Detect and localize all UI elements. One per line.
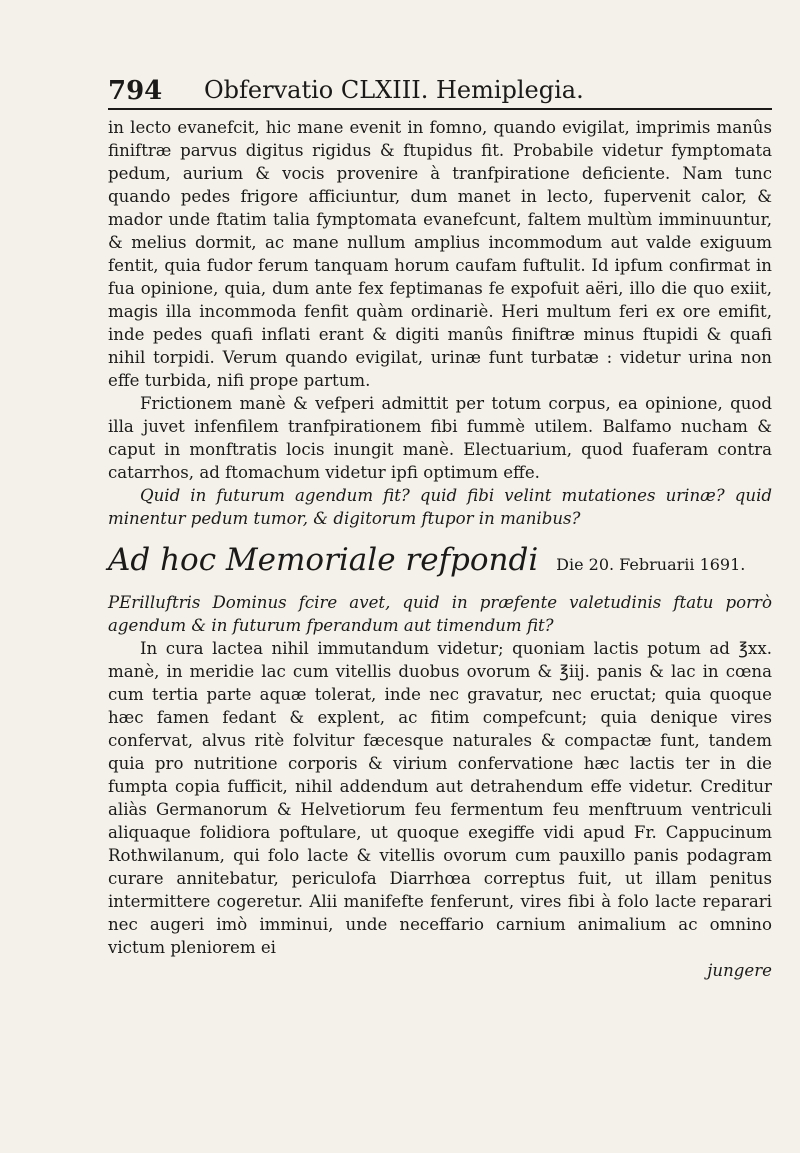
catchword: jungere [707,961,772,980]
page-number: 794 [108,76,163,106]
paragraph-2: Frictionem manè & vefperi admittit per totum corpus, ea opinione, quod illa juvet infenfilem tranfpirationem fibi fummè utilem. Balfamo nucham & caput in monftratis locis inungit manè. Electuarium, quod fuaferam contra catarrhos, ad ftomachum videtur ipfi optimum effe. [108,394,772,482]
heading-title: Ad hoc Memoriale refpondi [108,542,539,578]
body-text [108,116,772,982]
questions-paragraph: Quid in futurum agendum fit? quid fibi velint mutationes urinæ? quid minentur pedum tumor, & digitorum ftupor in manibus? [108,486,772,528]
page-header [108,74,772,110]
heading-date: Die 20. Februarii 1691. [556,555,746,574]
reply-opening-paragraph: PErilluftris Dominus fcire avet, quid in præfente valetudinis ftatu porrò agendum & in futurum fperandum aut timendum fit? [108,593,772,635]
paragraph-1: in lecto evanefcit, hic mane evenit in fomno, quando evigilat, imprimis manûs finiftræ parvus digitus rigidus & ftupidus fit. Probabile videtur fymptomata pedum, aurium & vocis provenire à tranfpiratione deficiente. Nam tunc quando pedes frigore afficiuntur, dum manet in lecto, fupervenit calor, & mador unde ftatim talia fymptomata evanefcunt, faltem multùm imminuuntur, & melius dormit, ac mane nullum amplius incommodum aut valde exiguum fentit, quia fudor ferum tanquam horum caufam fuftulit. Id ipfum confirmat in fua opinione, quia, dum ante fex feptimanas fe expofuit aëri, illo die quo exiit, magis illa incommoda fenfit quàm ordinariè. Heri multum feri ex ore emifit, inde pedes quafi inflati erant & digiti manûs finiftræ minus ftupidi & quafi nihil torpidi. Verum quando evigilat, urinæ funt turbatæ : videtur urina non effe turbida, nifi prope partum. [108,118,772,390]
running-title: Obfervatio CLXIII. Hemiplegia. [204,76,584,104]
reply-paragraph: In cura lactea nihil immutandum videtur; quoniam lactis potum ad ℥xx. manè, in meridie lac cum vitellis duobus ovorum & ℥iij. panis & lac in cœna cum tertia parte aquæ tolerat, inde nec gravatur, nec eructat; quia quoque hæc famen fedant & explent, ac fitim compefcunt; quia denique vires confervat, alvus ritè folvitur fæcesque naturales & compactæ funt, tandem quia pro nutritione corporis & virium confervatione hæc lactis ter in die fumpta copia fufficit, nihil addendum aut detrahendum effe videtur. Creditur aliàs Germanorum & Helvetiorum feu fermentum feu menftruum ventriculi aliquaque folidiora poftulare, ut quoque exegiffe vidi apud Fr. Cappucinum Rothwilanum, qui folo lacte & vitellis ovorum cum pauxillo panis podagram curare annitebatur, periculofa Diarrhœa correptus fuit, ut illam penitus intermittere cogeretur. Alii manifefte fenferunt, vires fibi à folo lacte reparari nec augeri imò imminui, unde neceffario carnium animalium ac omnino victum pleniorem ei [108,639,772,957]
section-heading [108,540,772,585]
